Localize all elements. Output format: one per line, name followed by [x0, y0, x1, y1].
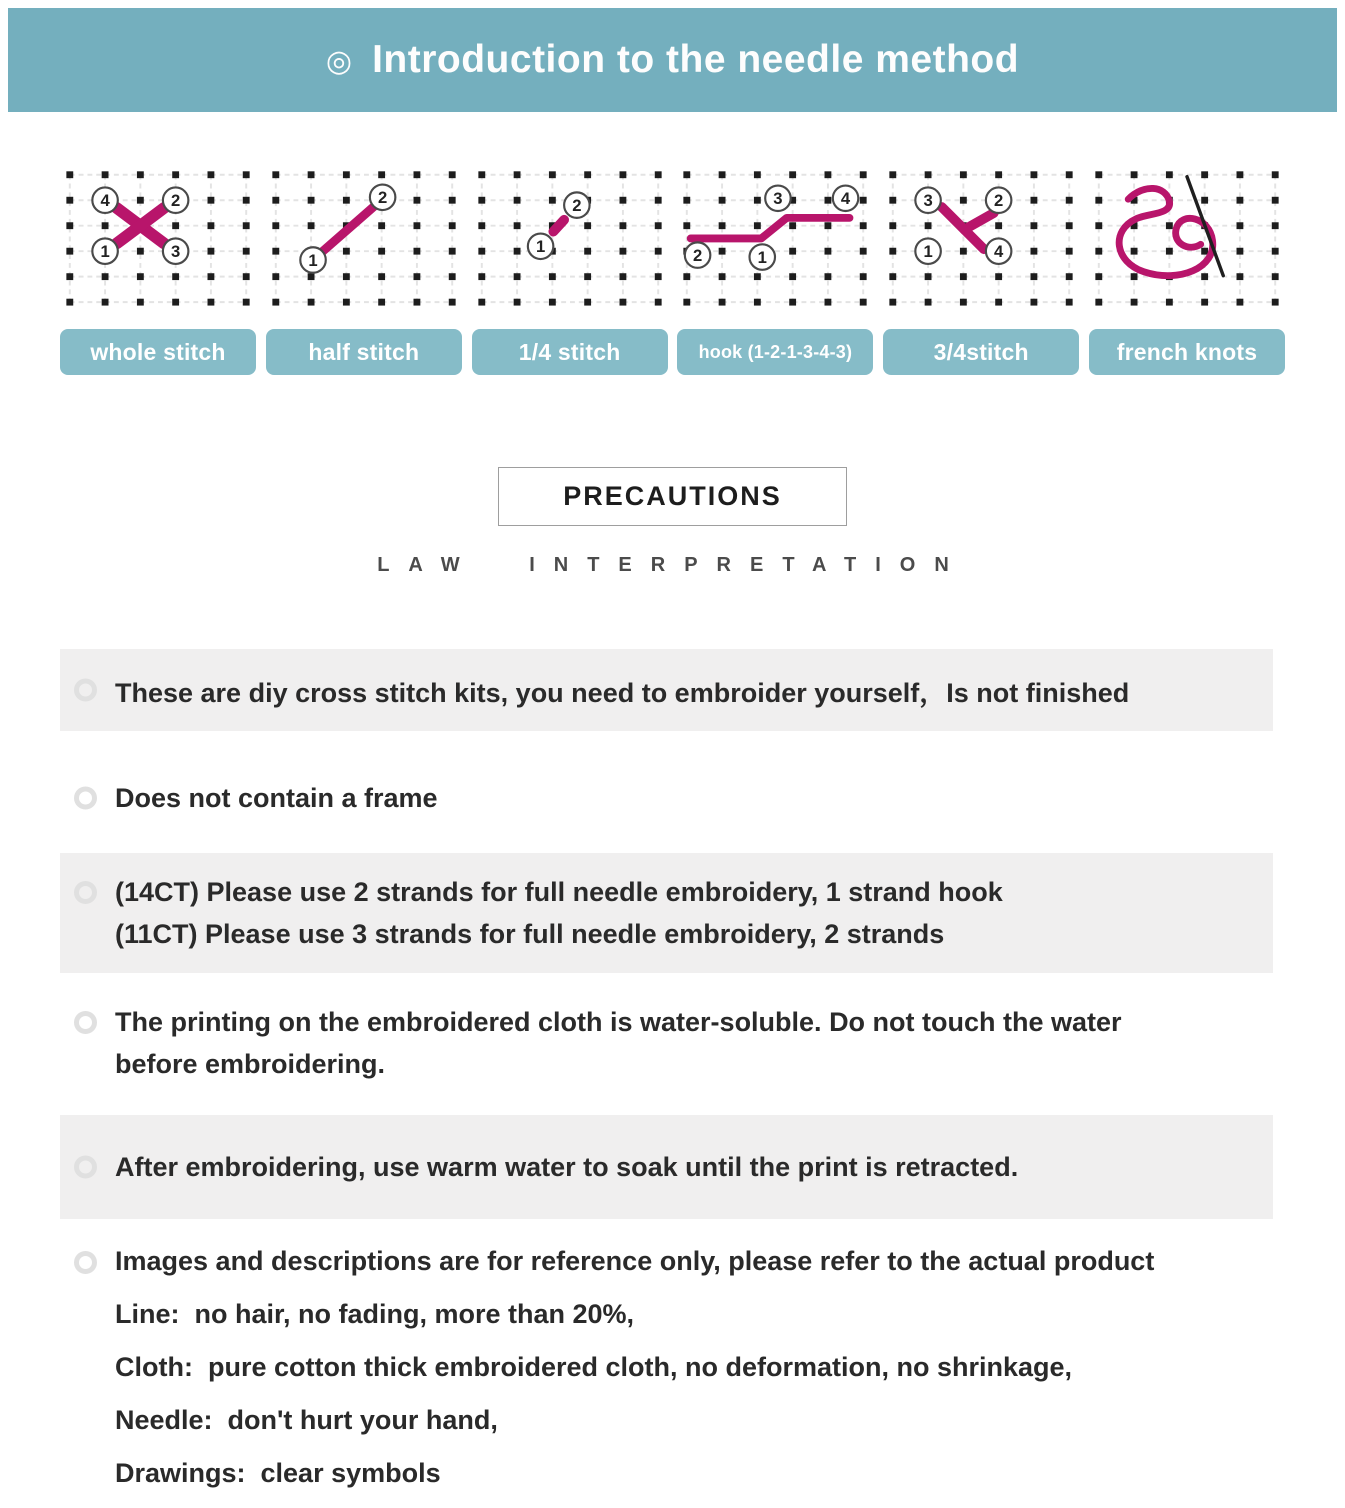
svg-text:3: 3 — [171, 242, 181, 262]
label-half-stitch: half stitch — [266, 329, 462, 375]
svg-text:1: 1 — [535, 237, 545, 257]
precaution-item: These are diy cross stitch kits, you need to embroider yourself，Is not finished — [60, 649, 1273, 731]
svg-text:4: 4 — [841, 189, 851, 209]
svg-text:4: 4 — [994, 242, 1004, 262]
header-banner — [8, 8, 1337, 112]
panel-threequarter-stitch — [883, 162, 1079, 375]
panel-quarter-stitch — [472, 162, 668, 375]
half-stitch-diagram — [266, 162, 462, 309]
svg-text:1: 1 — [758, 247, 768, 267]
quarter-stitch-diagram — [472, 162, 668, 309]
panel-french-knots — [1089, 162, 1285, 375]
ring-bullet-icon — [74, 881, 97, 904]
svg-text:3: 3 — [923, 191, 933, 211]
precautions-subtitle: LAW INTERPRETATION — [377, 554, 968, 576]
panel-hook-stitch — [677, 162, 873, 375]
svg-text:1: 1 — [308, 250, 318, 270]
precaution-item: After embroidering, use warm water to soak until the print is retracted. — [60, 1115, 1273, 1219]
ring-bullet-icon — [74, 679, 97, 702]
svg-text:2: 2 — [377, 188, 388, 208]
svg-text:2: 2 — [571, 196, 582, 215]
precautions-heading-wrap — [0, 467, 1345, 526]
hook-stitch-diagram — [677, 162, 873, 309]
ring-bullet-icon — [74, 787, 97, 810]
svg-text:3: 3 — [773, 189, 783, 209]
ring-bullet-icon — [74, 1156, 97, 1179]
label-french-knots: french knots — [1089, 329, 1285, 375]
stitch-diagram-row — [60, 162, 1285, 375]
precaution-item: Images and descriptions are for reference only, please refer to the actual product Line: no hair, no fading, more than 20%, Cloth: pure cotton thick embroidered cloth, no deformation, no shrinkage, Needle: don't hurt your hand, Drawings: clear symbols — [60, 1235, 1273, 1500]
double-circle-icon: ◎ — [325, 45, 353, 78]
label-threequarter-stitch: 3/4stitch — [883, 329, 1079, 375]
precaution-item: (14CT) Please use 2 strands for full needle embroidery, 1 strand hook (11CT) Please use 3 strands for full needle embroidery, 2 strands — [60, 853, 1273, 973]
svg-text:1: 1 — [923, 242, 933, 262]
panel-whole-stitch — [60, 162, 256, 375]
panel-half-stitch — [266, 162, 462, 375]
svg-text:2: 2 — [171, 191, 181, 211]
precaution-item: Does not contain a frame — [60, 769, 1273, 827]
svg-text:1: 1 — [100, 242, 110, 262]
precautions-title: PRECAUTIONS — [498, 467, 847, 526]
svg-text:2: 2 — [994, 191, 1004, 211]
precaution-list — [0, 649, 1345, 1500]
svg-text:4: 4 — [100, 191, 110, 211]
label-hook-stitch: hook (1-2-1-3-4-3) — [677, 329, 873, 375]
page-title: Introduction to the needle method — [372, 38, 1020, 81]
precaution-item: The printing on the embroidered cloth is water-soluble. Do not touch the water before embroidering. — [60, 1001, 1273, 1085]
whole-stitch-diagram — [60, 162, 256, 309]
threequarter-stitch-diagram — [883, 162, 1079, 309]
ring-bullet-icon — [74, 1011, 97, 1034]
ring-bullet-icon — [74, 1251, 97, 1274]
svg-text:2: 2 — [693, 245, 703, 265]
label-quarter-stitch: 1/4 stitch — [472, 329, 668, 375]
label-whole-stitch: whole stitch — [60, 329, 256, 375]
french-knots-diagram — [1089, 162, 1285, 309]
